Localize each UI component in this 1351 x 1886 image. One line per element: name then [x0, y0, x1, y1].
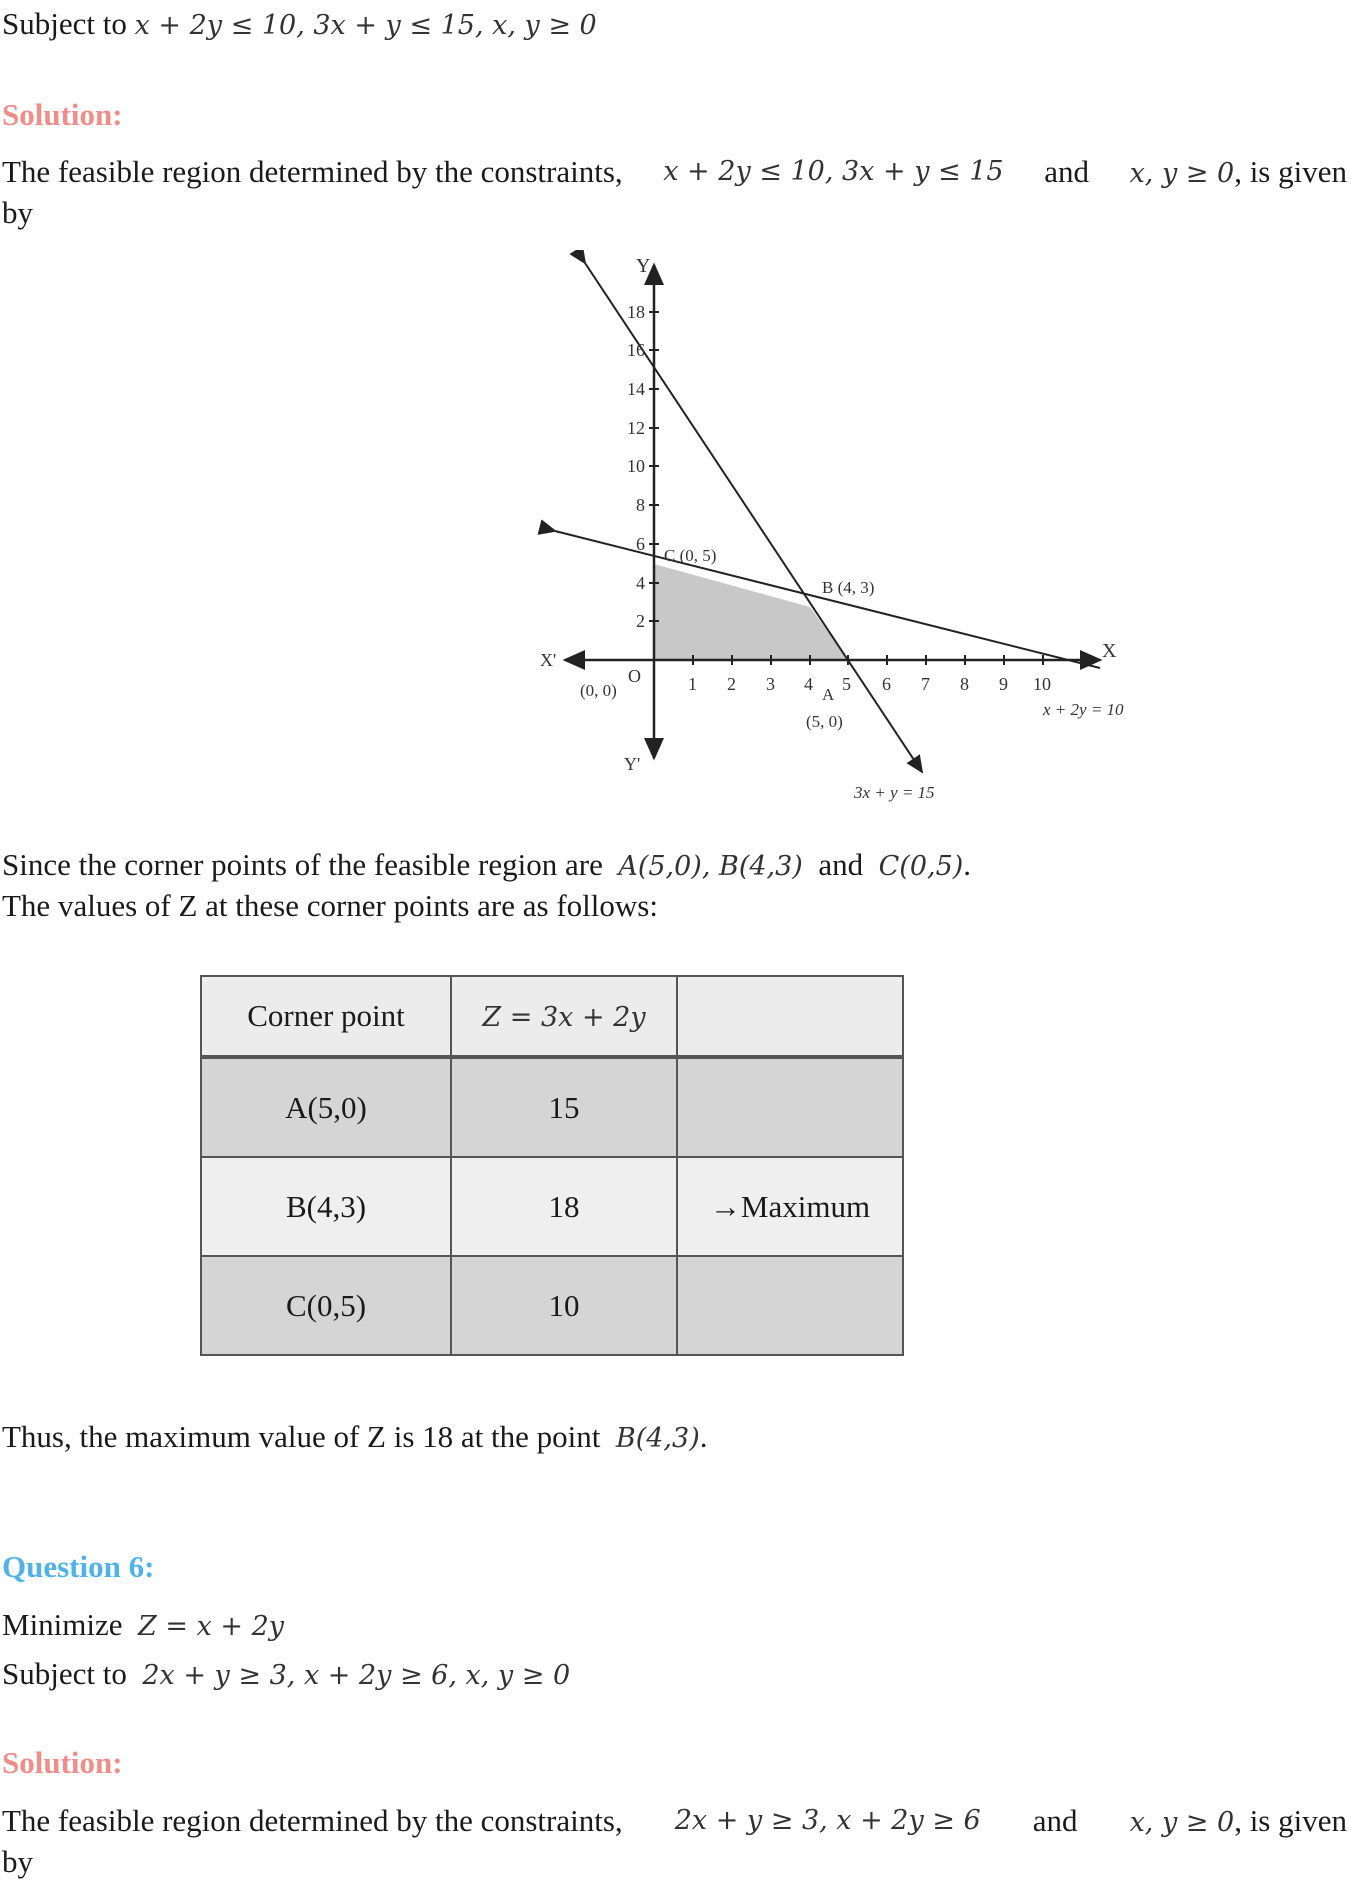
graph-svg [500, 250, 1170, 820]
y-tick-6: 6 [636, 534, 645, 554]
table-cell-point: C(0,5) [201, 1256, 451, 1355]
table-header-z: Z = 3x + 2y [451, 976, 677, 1057]
y-prime-label: Y' [624, 754, 641, 774]
table-header-row [201, 976, 903, 1057]
x-tick-7: 7 [921, 674, 930, 694]
q6-intro-math1: 2x + y ≥ 3, x + 2y ≥ 6 [674, 1805, 981, 1836]
q5-subject-label: Subject to [2, 6, 127, 41]
q6-minimize-line [2, 1606, 284, 1646]
q5-values-text: The values of Z at these corner points are as follows: [2, 888, 658, 923]
q5-solution-heading: Solution: [2, 97, 123, 132]
feasible-region [654, 564, 848, 660]
corner-point-table [200, 975, 904, 1356]
table-row [201, 1256, 903, 1355]
table-header-blank [677, 976, 903, 1057]
table-cell-value: 18 [451, 1157, 677, 1256]
point-a-coord-label: (5, 0) [806, 712, 843, 731]
y-tick-16: 16 [627, 340, 645, 360]
y-tick-2: 2 [636, 611, 645, 631]
line1-label: x + 2y = 10 [1043, 700, 1124, 719]
q6-intro-text: The feasible region determined by the constraints, [2, 1803, 623, 1838]
y-tick-18: 18 [627, 302, 645, 322]
table-header-corner: Corner point [201, 976, 451, 1057]
table-cell-point: B(4,3) [201, 1157, 451, 1256]
feasible-region-graph [500, 250, 1170, 820]
y-axis-label: Y [636, 255, 651, 277]
table-cell-point: A(5,0) [201, 1057, 451, 1157]
x-tick-5: 5 [842, 674, 851, 694]
y-tick-labels [627, 302, 645, 631]
q5-corner-math: A(5,0), B(4,3) [618, 851, 803, 882]
q5-conclusion-line: Thus, the maximum value of Z is 18 at the point B(4,3). [2, 1419, 708, 1454]
q6-minimize-math: Z = x + 2y [138, 1611, 285, 1642]
point-b-label: B (4, 3) [822, 578, 875, 597]
x-tick-9: 9 [999, 674, 1008, 694]
line2-label: 3x + y = 15 [854, 783, 935, 802]
q6-minimize-label: Minimize [2, 1607, 123, 1642]
table-row [201, 1057, 903, 1157]
q5-corner-and: and [818, 847, 864, 882]
q5-intro-and: and [1044, 154, 1089, 189]
x-tick-2: 2 [727, 674, 736, 694]
x-tick-10: 10 [1033, 674, 1051, 694]
point-a-label: A [822, 685, 835, 704]
table-cell-note [677, 1256, 903, 1355]
q6-intro-by: by [2, 1844, 33, 1879]
q6-heading: Question 6: [2, 1549, 155, 1584]
table-cell-value: 10 [451, 1256, 677, 1355]
q5-intro-line [2, 153, 1347, 193]
table-cell-value: 15 [451, 1057, 677, 1157]
y-tick-14: 14 [627, 379, 645, 399]
q6-intro-math2: x, y ≥ 0 [1129, 1807, 1235, 1838]
q6-subject-math: 2x + y ≥ 3, x + 2y ≥ 6, x, y ≥ 0 [142, 1660, 571, 1691]
q6-subject-label: Subject to [2, 1656, 127, 1691]
q6-solution-heading: Solution: [2, 1745, 123, 1780]
q5-intro-math1: x + 2y ≤ 10, 3x + y ≤ 15 [663, 156, 1004, 187]
q5-intro-text: The feasible region determined by the constraints, [2, 154, 623, 189]
y-tick-10: 10 [627, 456, 645, 476]
y-tick-8: 8 [636, 495, 645, 515]
x-tick-6: 6 [882, 674, 891, 694]
x-prime-label: X' [540, 650, 557, 670]
q6-intro-and: and [1032, 1803, 1078, 1838]
table-cell-note: →Maximum [677, 1157, 903, 1256]
x-tick-1: 1 [688, 674, 697, 694]
q5-corner-text: Since the corner points of the feasible region are [2, 847, 603, 882]
q5-intro-by: by [2, 195, 33, 230]
x-tick-3: 3 [766, 674, 775, 694]
x-tick-4: 4 [804, 674, 813, 694]
y-tick-4: 4 [636, 573, 645, 593]
x-axis-label: X [1102, 640, 1117, 662]
q5-corner-line: Since the corner points of the feasible region are A(5,0), B(4,3) and C(0,5). [2, 847, 972, 882]
q6-intro-line [2, 1802, 1347, 1842]
origin-label: O [628, 666, 641, 686]
q5-intro-math2: x, y ≥ 0 [1129, 158, 1235, 189]
origin-coord-label: (0, 0) [580, 681, 617, 700]
q5-intro-tail: , is given [1234, 154, 1347, 189]
q5-corner-math2: C(0,5) [878, 851, 964, 882]
q5-conclusion-math: B(4,3) [615, 1423, 700, 1454]
q6-subject-line [2, 1655, 570, 1695]
q5-subject-line [2, 5, 597, 45]
q5-conclusion-text: Thus, the maximum value of Z is 18 at the point [2, 1419, 601, 1454]
y-tick-12: 12 [627, 418, 645, 438]
q5-subject-math: x + 2y ≤ 10, 3x + y ≤ 15, x, y ≥ 0 [134, 10, 597, 41]
q6-intro-tail: , is given [1234, 1803, 1347, 1838]
table-row [201, 1157, 903, 1256]
x-tick-8: 8 [960, 674, 969, 694]
point-c-label: C (0, 5) [664, 546, 717, 565]
table-cell-note [677, 1057, 903, 1157]
